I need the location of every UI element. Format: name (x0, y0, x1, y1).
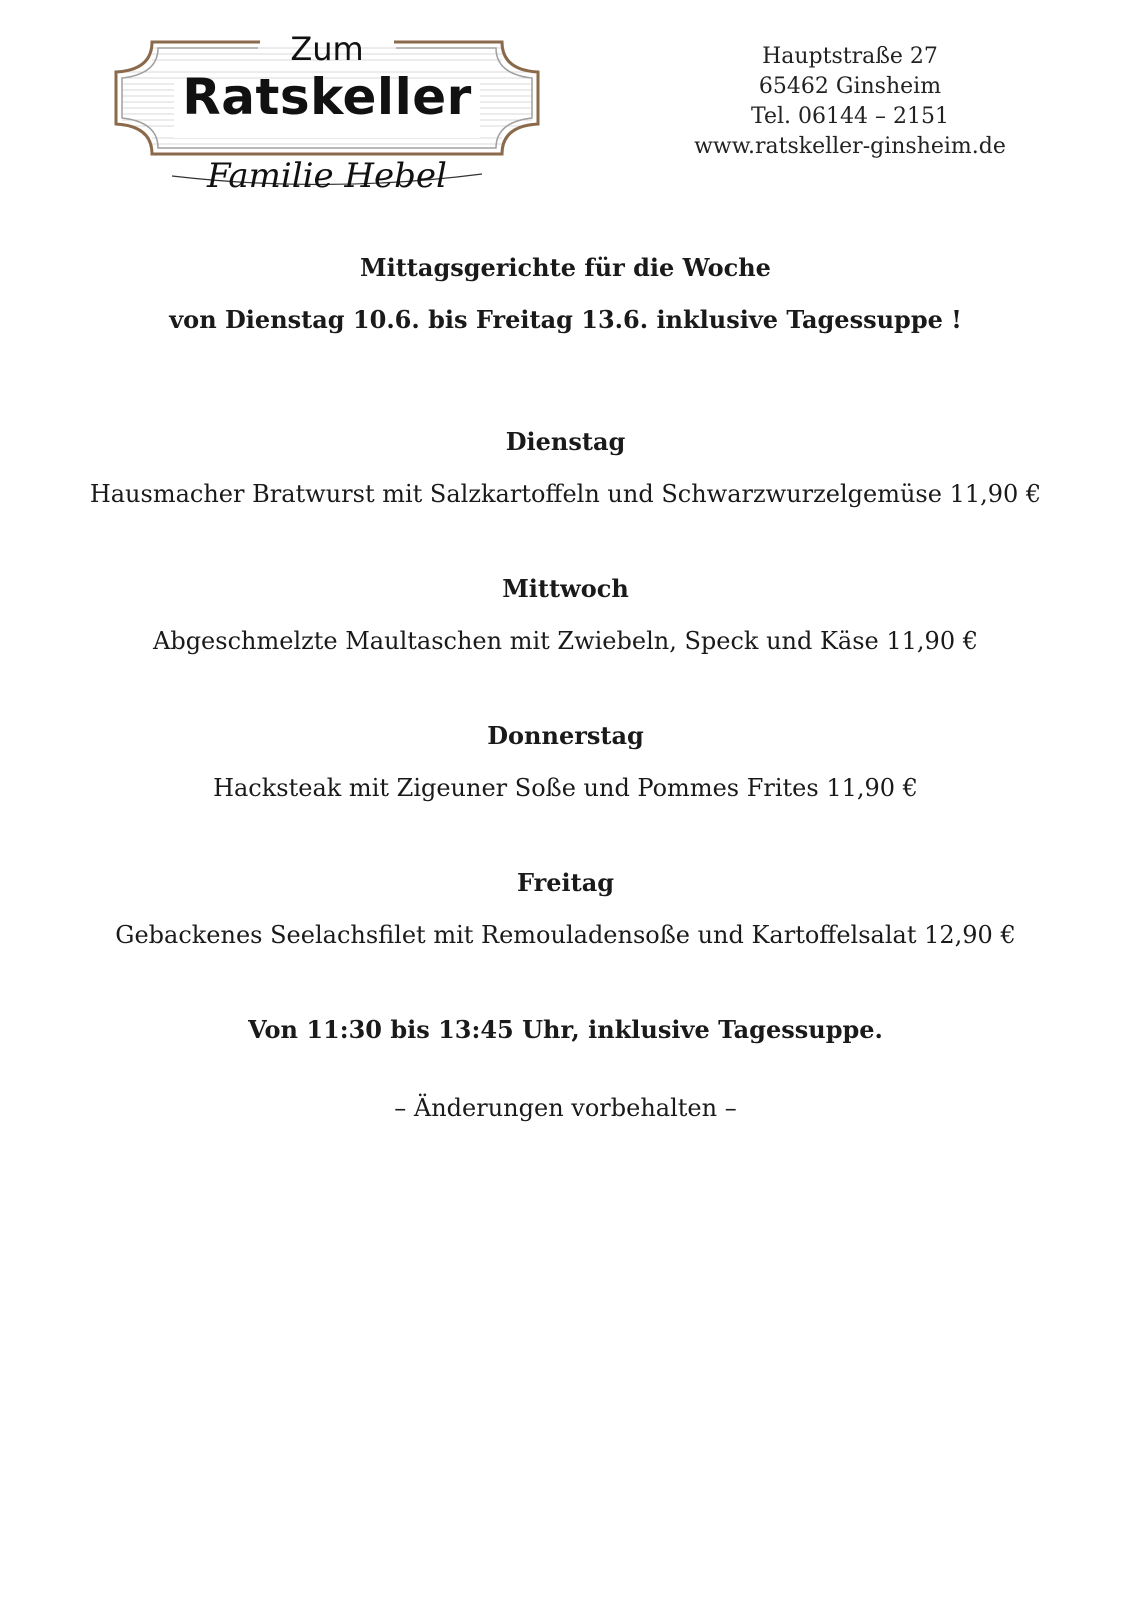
menu-day (0, 569, 1131, 661)
day-name: Donnerstag (487, 721, 644, 750)
logo-top-text: Zum (290, 30, 364, 68)
day-name: Dienstag (505, 427, 626, 456)
logo-family-name: Familie Hebel (207, 156, 447, 196)
menu-title: Mittagsgerichte für die Woche (360, 253, 771, 282)
contact-block (660, 42, 1040, 162)
menu-day (0, 863, 1131, 955)
menu-day (0, 422, 1131, 514)
menu-day (0, 716, 1131, 808)
day-dish: Gebackenes Seelachsfilet mit Remouladensoße und Kartoffelsalat 12,90 € (115, 921, 1016, 949)
day-name: Freitag (516, 868, 615, 897)
restaurant-logo (112, 24, 542, 210)
menu-subtitle: von Dienstag 10.6. bis Freitag 13.6. inklusive Tagessuppe ! (169, 305, 962, 334)
opening-hours: Von 11:30 bis 13:45 Uhr, inklusive Tagessuppe. (248, 1015, 883, 1044)
phone-number: Tel. 06144 – 2151 (751, 104, 949, 129)
day-dish: Hacksteak mit Zigeuner Soße und Pommes Frites 11,90 € (213, 774, 918, 802)
address-city: 65462 Ginsheim (758, 74, 942, 99)
day-dish: Abgeschmelzte Maultaschen mit Zwiebeln, Speck und Käse 11,90 € (153, 627, 978, 655)
address-street: Hauptstraße 27 (762, 44, 938, 69)
day-name: Mittwoch (502, 574, 629, 603)
weekly-menu (0, 422, 1131, 955)
day-dish: Hausmacher Bratwurst mit Salzkartoffeln und Schwarzwurzelgemüse 11,90 € (89, 480, 1042, 508)
website-link[interactable]: www.ratskeller-ginsheim.de (694, 134, 1006, 159)
changes-note: – Änderungen vorbehalten – (394, 1094, 737, 1122)
menu-content (0, 248, 1131, 1128)
logo-name: Ratskeller (182, 68, 472, 126)
